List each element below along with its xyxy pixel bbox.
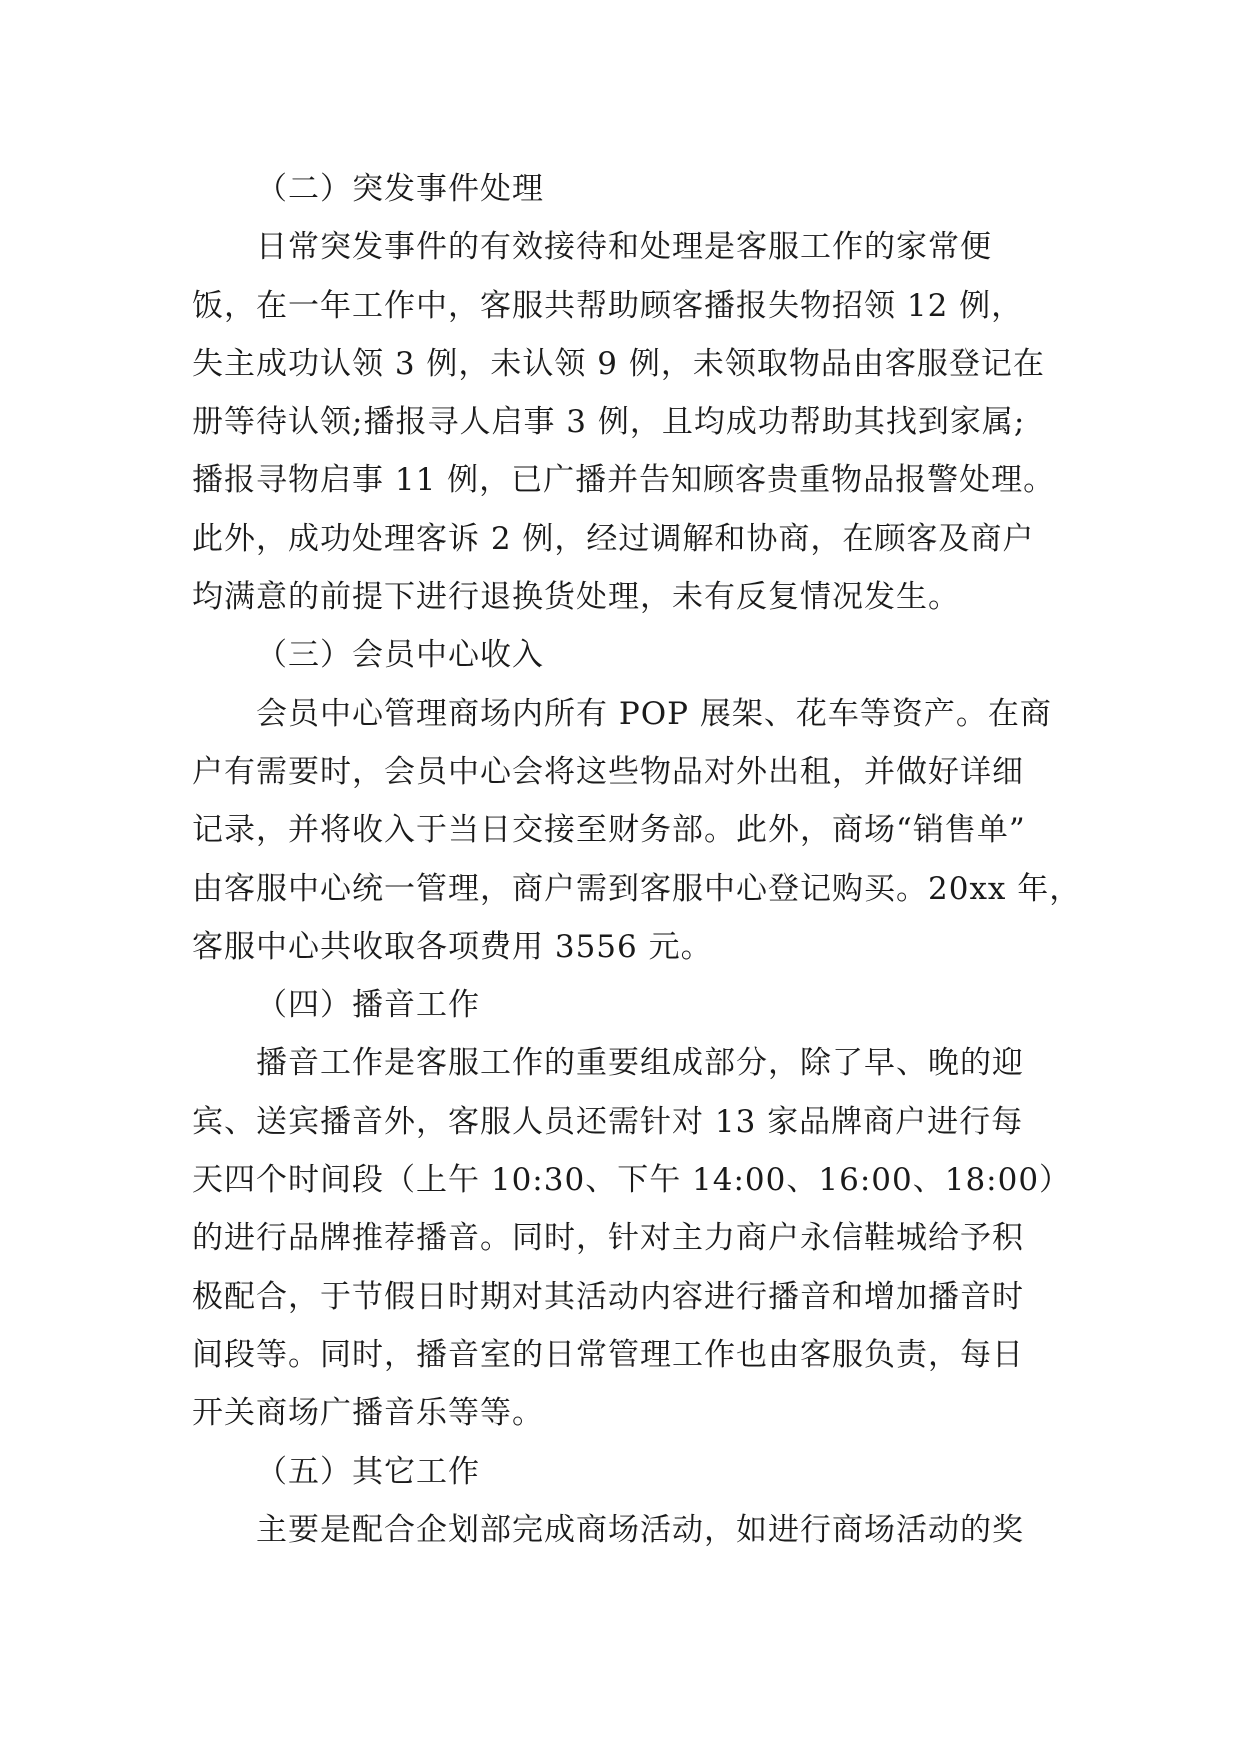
- paragraph-line: 失主成功认领 3 例，未认领 9 例，未领取物品由客服登记在: [192, 345, 1045, 382]
- paragraph-line: 册等待认领;播报寻人启事 3 例，且均成功帮助其找到家属;: [192, 404, 1026, 441]
- document-body: [192, 160, 1082, 1559]
- paragraph-line: 宾、送宾播音外，客服人员还需针对 13 家品牌商户进行每: [192, 1103, 1024, 1140]
- paragraph-line: 会员中心管理商场内所有 POP 展架、花车等资产。在商: [256, 695, 1052, 732]
- section-heading-3: （三）会员中心收入: [256, 637, 544, 674]
- paragraph-line: 由客服中心统一管理，商户需到客服中心登记购买。20xx 年，: [192, 870, 1082, 907]
- section-heading-2: （二）突发事件处理: [256, 171, 544, 207]
- paragraph-line: 均满意的前提下进行退换货处理，未有反复情况发生。: [192, 579, 960, 616]
- paragraph-line: 极配合，于节假日时期对其活动内容进行播音和增加播音时: [192, 1278, 1024, 1315]
- paragraph-line: 日常突发事件的有效接待和处理是客服工作的家常便: [256, 229, 992, 266]
- paragraph-line: 天四个时间段（上午 10:30、下午 14:00、16:00、18:00）: [192, 1162, 1072, 1199]
- paragraph-line: 饭，在一年工作中，客服共帮助顾客播报失物招领 12 例，: [192, 287, 1024, 324]
- paragraph-line: 记录，并将收入于当日交接至财务部。此外，商场“销售单”: [192, 812, 1026, 849]
- paragraph-line: 播音工作是客服工作的重要组成部分，除了早、晚的迎: [256, 1045, 1024, 1082]
- paragraph-line: 间段等。同时，播音室的日常管理工作也由客服负责，每日: [192, 1336, 1024, 1373]
- paragraph-line: 播报寻物启事 11 例，已广播并告知顾客贵重物品报警处理。: [192, 462, 1056, 499]
- paragraph-line: 的进行品牌推荐播音。同时，针对主力商户永信鞋城给予积: [192, 1220, 1024, 1257]
- paragraph-line: 主要是配合企划部完成商场活动，如进行商场活动的奖: [256, 1511, 1024, 1548]
- paragraph-line: 开关商场广播音乐等等。: [192, 1395, 544, 1432]
- section-heading-5: （五）其它工作: [256, 1453, 480, 1490]
- section-heading-4: （四）播音工作: [256, 987, 480, 1024]
- paragraph-line: 客服中心共收取各项费用 3556 元。: [192, 928, 713, 965]
- paragraph-line: 此外，成功处理客诉 2 例，经过调解和协商，在顾客及商户: [192, 520, 1035, 557]
- paragraph-line: 户有需要时，会员中心会将这些物品对外出租，并做好详细: [192, 753, 1024, 790]
